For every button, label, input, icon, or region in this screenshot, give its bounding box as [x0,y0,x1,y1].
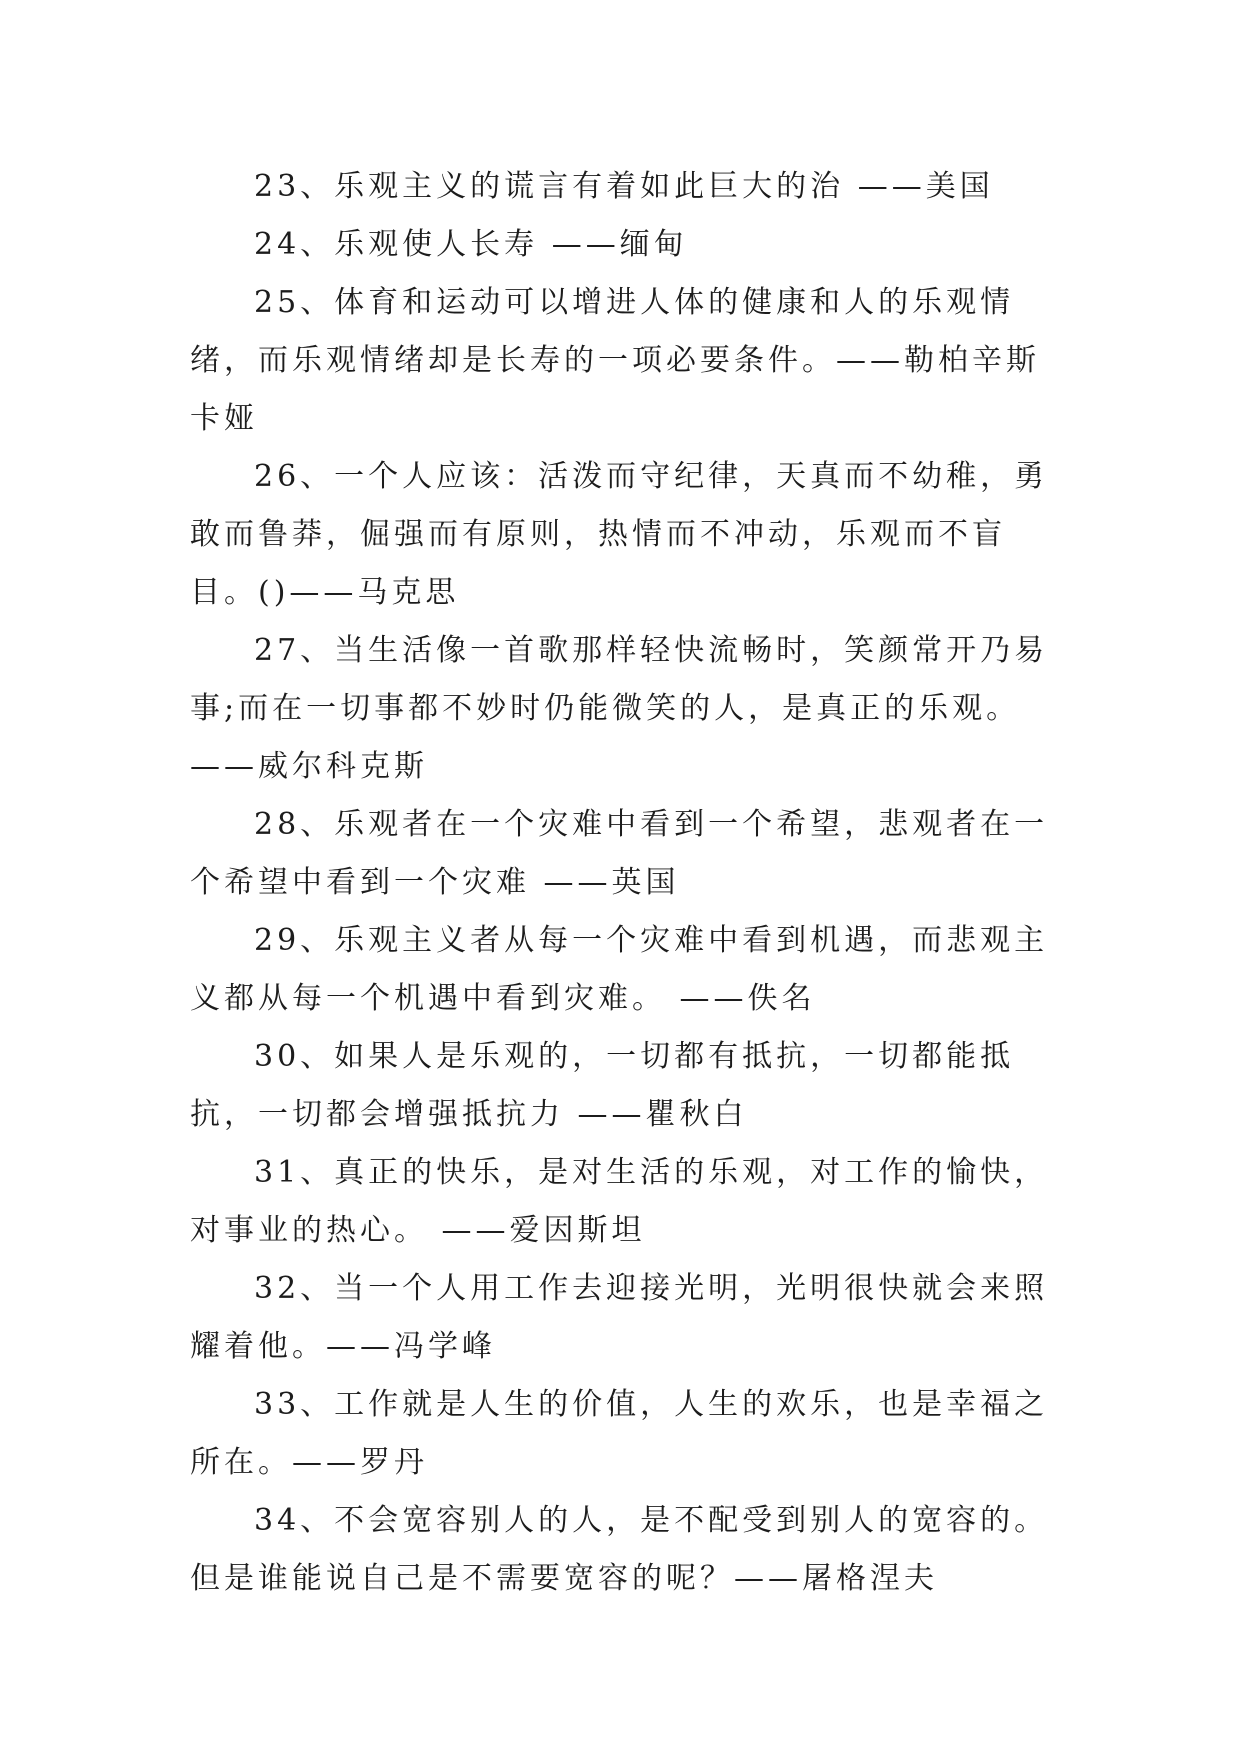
quote-paragraph-27: 27、当生活像一首歌那样轻快流畅时，笑颜常开乃易事;而在一切事都不妙时仍能微笑的人，是真正的乐观。——威尔科克斯 [190,633,1049,784]
quote-paragraph-34: 34、不会宽容别人的人，是不配受到别人的宽容的。但是谁能说自己是不需要宽容的呢？——屠格涅夫 [190,1503,1049,1596]
quote-paragraph-24: 24、乐观使人长寿 ——缅甸 [254,227,688,262]
quote-paragraph-32: 32、当一个人用工作去迎接光明，光明很快就会来照耀着他。——冯学峰 [190,1271,1049,1364]
quote-paragraph-23: 23、乐观主义的谎言有着如此巨大的治 ——美国 [254,169,994,204]
quote-paragraph-33: 33、工作就是人生的价值，人生的欢乐，也是幸福之所在。——罗丹 [190,1387,1049,1480]
quote-paragraph-31: 31、真正的快乐，是对生活的乐观，对工作的愉快，对事业的热心。 ——爱因斯坦 [190,1155,1049,1248]
document-body [190,158,1070,1608]
quote-paragraph-30: 30、如果人是乐观的，一切都有抵抗，一切都能抵抗，一切都会增强抵抗力 ——瞿秋白 [190,1039,1015,1132]
quote-paragraph-26: 26、一个人应该：活泼而守纪律，天真而不幼稚，勇敢而鲁莽，倔强而有原则，热情而不冲动，乐观而不盲目。()——马克思 [190,459,1049,610]
quote-paragraph-28: 28、乐观者在一个灾难中看到一个希望，悲观者在一个希望中看到一个灾难 ——英国 [190,807,1049,900]
quote-paragraph-25: 25、体育和运动可以增进人体的健康和人的乐观情绪，而乐观情绪却是长寿的一项必要条件。——勒柏辛斯卡娅 [190,285,1040,436]
quote-paragraph-29: 29、乐观主义者从每一个灾难中看到机遇，而悲观主义都从每一个机遇中看到灾难。 ——佚名 [190,923,1049,1016]
